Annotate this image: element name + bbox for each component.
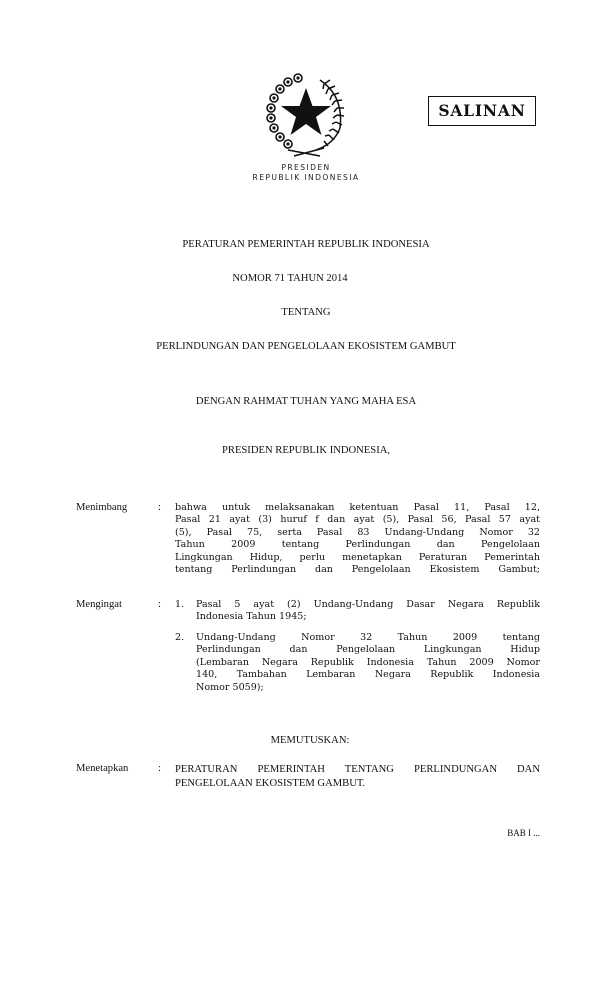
- menetapkan-label: Menetapkan: [76, 763, 129, 774]
- menimbang-text: [175, 502, 540, 576]
- text-line: Indonesia Tahun 1945;: [196, 611, 307, 623]
- text-line: (5), Pasal 75, serta Pasal 83 Undang-Undang Nomor 32: [175, 526, 540, 538]
- mengingat-colon: :: [158, 599, 161, 610]
- mengingat-label: Mengingat: [76, 599, 122, 610]
- text-line: PERATURAN PEMERINTAH TENTANG PERLINDUNGAN DAN: [175, 764, 540, 775]
- mengingat-item-1: [196, 599, 540, 624]
- text-line: Pasal 21 ayat (3) huruf f dan ayat (5), Pasal 56, Pasal 57 ayat: [175, 514, 540, 526]
- menimbang-colon: :: [158, 502, 161, 513]
- text-line: bahwa untuk melaksanakan ketentuan Pasal 11, Pasal 12,: [175, 502, 540, 513]
- regulation-subject: PERLINDUNGAN DAN PENGELOLAAN EKOSISTEM GAMBUT: [156, 341, 456, 352]
- regulation-title: PERATURAN PEMERINTAH REPUBLIK INDONESIA: [182, 239, 430, 250]
- text-line: Nomor 5059);: [196, 681, 264, 693]
- item-number: 2.: [175, 632, 185, 643]
- issuer: PRESIDEN REPUBLIK INDONESIA,: [221, 445, 391, 456]
- text-line: Undang-Undang Nomor 32 Tahun 2009 tentang: [196, 632, 540, 643]
- text-line: (Lembaran Negara Republik Indonesia Tahun 2009 Nomor: [196, 656, 540, 668]
- menetapkan-colon: :: [158, 763, 161, 774]
- memutuskan-heading: MEMUTUSKAN:: [270, 735, 350, 746]
- regulation-number: NOMOR 71 TAHUN 2014: [232, 273, 348, 284]
- text-line: Perlindungan dan Pengelolaan Lingkungan Hidup: [196, 644, 540, 656]
- tentang-heading: TENTANG: [281, 307, 331, 318]
- text-line: 140, Tambahan Lembaran Negara Republik Indonesia: [196, 669, 540, 681]
- office-title-republik: REPUBLIK INDONESIA: [252, 173, 360, 182]
- text-line: Lingkungan Hidup, perlu menetapkan Peraturan Pemerintah: [175, 551, 540, 563]
- text-line: PENGELOLAAN EKOSISTEM GAMBUT.: [175, 778, 366, 789]
- text-line: tentang Perlindungan dan Pengelolaan Ekosistem Gambut;: [175, 564, 540, 576]
- text-line: Tahun 2009 tentang Perlindungan dan Pengelolaan: [175, 539, 540, 551]
- invocation: DENGAN RAHMAT TUHAN YANG MAHA ESA: [195, 396, 417, 407]
- mengingat-item-2: [196, 632, 540, 694]
- menetapkan-text: [175, 763, 540, 791]
- salinan-stamp: SALINAN: [428, 96, 536, 126]
- text-line: Pasal 5 ayat (2) Undang-Undang Dasar Negara Republik: [196, 599, 540, 610]
- item-number: 1.: [175, 599, 185, 610]
- presidential-emblem-icon: [258, 66, 354, 162]
- menimbang-label: Menimbang: [76, 502, 128, 513]
- office-title-presiden: PRESIDEN: [281, 163, 331, 172]
- page-continuation: BAB I ...: [507, 828, 540, 838]
